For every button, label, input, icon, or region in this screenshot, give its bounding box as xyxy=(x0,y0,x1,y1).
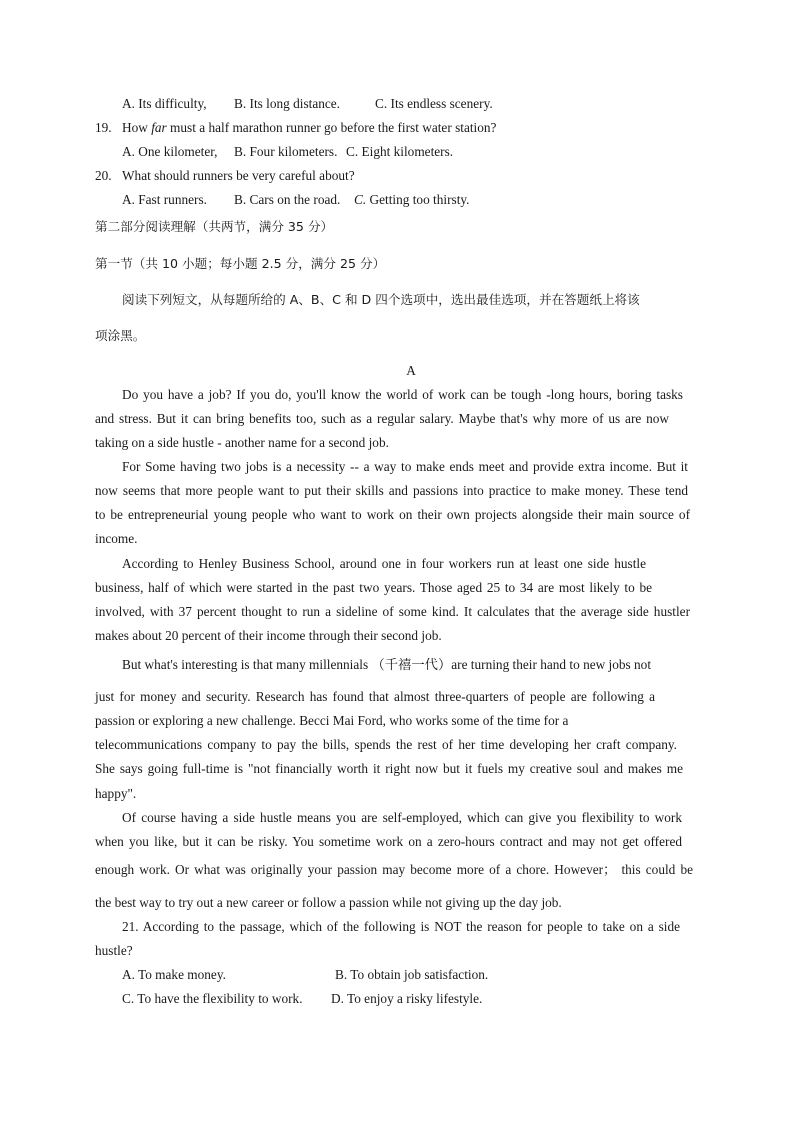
passage-line: For Some having two jobs is a necessity -- a way to make ends meet and provide extra income. But it xyxy=(122,459,688,474)
passage-line: now seems that more people want to put their skills and passions into practice to make money. These tend xyxy=(95,483,688,498)
passage-line: telecommunications company to pay the bills, spends the rest of her time developing her craft company. xyxy=(95,737,677,752)
passage-line: income. xyxy=(95,531,138,546)
passage-line: taking on a side hustle - another name for a second job. xyxy=(95,435,389,450)
passage-line: enough work. Or what was originally your passion may become more of a chore. However； this could be xyxy=(95,862,693,877)
q21-option-c: C. To have the flexibility to work. xyxy=(122,991,303,1006)
passage-line: involved, with 37 percent thought to run a sideline of some kind. It calculates that the average side hustler xyxy=(95,604,690,619)
passage-label: A xyxy=(406,363,416,378)
q19-option-c: C. Eight kilometers. xyxy=(346,144,454,159)
passage-line: Do you have a job? If you do, you'll know the world of work can be tough -long hours, boring tasks xyxy=(122,387,683,402)
q19-option-b: B. Four kilometers. xyxy=(234,144,338,159)
q21-stem-line1: 21. According to the passage, which of the following is NOT the reason for people to take on a side xyxy=(122,919,680,934)
q20-option-c-letter: C. xyxy=(354,192,367,207)
q19-number: 19. xyxy=(95,120,112,135)
passage-line: makes about 20 percent of their income through their second job. xyxy=(95,628,442,643)
passage-line: business, half of which were started in the past two years. Those aged 25 to 34 are most likely to be xyxy=(95,580,652,595)
q19-option-a: A. One kilometer, xyxy=(122,144,218,159)
q21-stem-line2: hustle? xyxy=(95,943,133,958)
q18-option-a: A. Its difficulty, xyxy=(122,96,207,111)
q20-options xyxy=(122,193,727,206)
q20-text: What should runners be very careful about? xyxy=(122,168,355,183)
q21-option-a: A. To make money. xyxy=(122,967,226,982)
q20-option-a: A. Fast runners. xyxy=(122,192,207,207)
q19-text-emph: far xyxy=(151,120,167,135)
passage-line: Of course having a side hustle means you are self-employed, which can give you flexibility to work xyxy=(122,810,682,825)
q20-stem xyxy=(95,169,700,182)
q21-option-b: B. To obtain job satisfaction. xyxy=(335,967,489,982)
passage-line: passion or exploring a new challenge. Becci Mai Ford, who works some of the time for a xyxy=(95,713,569,728)
q18-options xyxy=(122,97,727,110)
q21-options-row2 xyxy=(122,992,727,1005)
q20-option-b: B. Cars on the road. xyxy=(234,192,341,207)
passage-line: happy". xyxy=(95,786,137,801)
passage-line: the best way to try out a new career or follow a passion while not giving up the day job. xyxy=(95,895,562,910)
passage-line: According to Henley Business School, around one in four workers run at least one side hustle xyxy=(122,556,646,571)
section1-title: 第一节（共 10 小题；每小题 2.5 分，满分 25 分） xyxy=(95,256,386,271)
passage-line: when you like, but it can be risky. You sometime work on a zero-hours contract and may not get offered xyxy=(95,834,682,849)
q19-text-pre: How xyxy=(122,120,152,135)
passage-line: to be entrepreneurial young people who want to work on their own projects alongside their main source of xyxy=(95,507,690,522)
q20-option-c-text: Getting too thirsty. xyxy=(366,192,470,207)
passage-line: just for money and security. Research has found that almost three-quarters of people are following a xyxy=(95,689,655,704)
instructions-line1: 阅读下列短文，从每题所给的 A、B、C 和 D 四个选项中，选出最佳选项，并在答题纸上将该 xyxy=(122,292,640,307)
q21-options-row1 xyxy=(122,968,727,981)
q19-options xyxy=(122,145,727,158)
q20-number: 20. xyxy=(95,168,112,183)
instructions-line2: 项涂黑。 xyxy=(95,328,146,343)
passage-line: She says going full-time is "not financially worth it right now but it fuels my creative soul and makes me xyxy=(95,761,683,776)
q19-stem xyxy=(95,121,700,134)
passage-line: But what's interesting is that many millennials （千禧一代）are turning their hand to new jobs not xyxy=(122,657,652,672)
q21-option-d: D. To enjoy a risky lifestyle. xyxy=(331,991,483,1006)
q19-text-post: must a half marathon runner go before the first water station? xyxy=(166,120,497,135)
q18-option-b: B. Its long distance. xyxy=(234,96,340,111)
passage-line: and stress. But it can bring benefits too, such as a regular salary. Maybe that's why more of us are now xyxy=(95,411,669,426)
q18-option-c: C. Its endless scenery. xyxy=(375,96,493,111)
part2-title: 第二部分阅读理解（共两节，满分 35 分） xyxy=(95,219,334,234)
